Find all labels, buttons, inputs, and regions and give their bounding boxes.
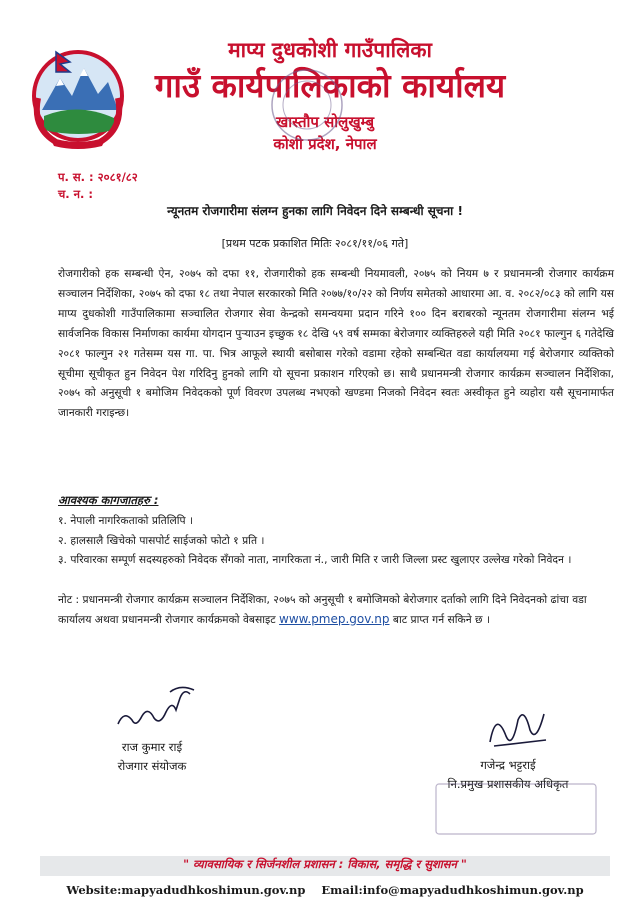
office-seal-icon	[268, 66, 346, 144]
signature-left-icon	[110, 680, 210, 736]
signatory-right-name: गजेन्द्र भट्टराई	[480, 758, 536, 772]
notice-body: रोजगारीको हक सम्बन्धी ऐन, २०७५ को दफा ११, रोजगारीको हक सम्बन्धी नियमावली, २०७५ को नियम ७ र प्रधानमन्त्री रोजगार कार्यक्रम सञ्चालन निर्देशिका, २०७५ को दफा १८ तथा नेपाल सरकारको मिति २०७७/१०/२२ को निर्णय समेतको आधारमा आ. व. २०८२/०८३ को लागि यस माप्य दुधकोशी गाउँपालिकामा सञ्चालित रोजगार सेवा केन्द्रको समन्वयमा प्रदान गरिने १०० दिन बराबरको न्यूनतम रोजगारीमा संलग्न भई सार्वजनिक विकास निर्माणका कार्यमा योगदान पुऱ्याउन इच्छुक १८ देखि ५९ वर्ष सम्मका बेरोजगार व्यक्तिहरुले यही मिति २०८१ फाल्गुन ६ गतेदेखि २०८१ फाल्गुन २१ गतेसम्म यस गा. पा. भित्र आफूले स्थायी बसोबास गरेको वडामा रहेको सम्बन्धित वडा कार्यालयमा गई बेरोजगार व्यक्तिको सूचीमा सूचीकृत हुन निवेदन पेश गरिदिनु हुनको लागि यो सूचना प्रकाशन गरिएको छ। साथै प्रधानमन्त्री रोजगार कार्यक्रम सञ्चालन निर्देशिका, २०७५ को अनुसूची १ बमोजिम निवेदकको पूर्ण विवरण उपलब्ध नभएको खण्डमा निजको निवेदन स्वतः अस्वीकृत हुने व्यहोरा यसै सूचनामार्फत जानकारी गराइन्छ।	[58, 267, 614, 420]
note-paragraph	[58, 590, 614, 629]
publication-date: [प्रथम पटक प्रकाशित मितिः २०८१/११/०६ गते]	[221, 237, 409, 250]
note-text-end: बाट प्राप्त गर्न सकिने छ ।	[392, 612, 490, 626]
province-country: कोशी प्रदेश, नेपाल	[273, 135, 377, 153]
nepal-emblem-icon	[26, 38, 130, 150]
signatory-left-title: रोजगार संयोजक	[117, 759, 187, 773]
note-text: नोट : प्रधानमन्त्री रोजगार कार्यक्रम सञ्चालन निर्देशिका, २०७५ को अनुसूची १ बमोजिमको बेरोजगार दर्ताको लागि दिने निवेदनको ढांचा वडा कार्यालय अथवा प्रधानमन्त्री रोजगार कार्यक्रमको वेबसाइट	[58, 593, 587, 626]
footer-slogan: " व्यावसायिक र सिर्जनशील प्रशासन : विकास, समृद्धि र सुशासन "	[183, 857, 467, 871]
requirement-item: २. हालसालै खिचेको पासपोर्ट साईजको फोटो १ प्रति ।	[58, 534, 265, 547]
requirements-heading: आवश्यक कागजातहरु :	[58, 493, 159, 507]
signature-right-icon	[484, 700, 554, 754]
office-location: खास्तौप सोलुखुम्बु	[275, 113, 375, 131]
org-name: माप्य दुधकोशी गाउँपालिका	[228, 38, 432, 62]
notice-title: न्यूनतम रोजगारीमा संलग्न हुनका लागि निवेदन दिने सम्बन्धी सूचना !	[167, 204, 463, 218]
footer-contact: Website:mapyadudhkoshimun.gov.np Email:info@mapyadudhkoshimun.gov.np	[66, 883, 584, 897]
letter-number: प. स. : २०८१/८२	[58, 170, 138, 184]
signatory-left	[62, 738, 242, 776]
requirement-item: ३. परिवारका सम्पूर्ण सदस्यहरुको निवेदक सँगको नाता, नागरिकता नं., जारी मिति र जारी जिल्ला प्रस्ट खुलाएर उल्लेख गरेको निवेदन ।	[58, 553, 572, 566]
requirement-item: १. नेपाली नागरिकताको प्रतिलिपि ।	[58, 514, 194, 527]
dispatch-number: च. न. :	[58, 187, 94, 201]
signatory-left-name: राज कुमार राई	[121, 740, 183, 754]
pmep-website-link[interactable]: www.pmep.gov.np	[279, 611, 390, 626]
officer-stamp-icon	[432, 780, 600, 838]
office-title: गाउँ कार्यपालिकाको कार्यालय	[154, 66, 506, 105]
signatory-right-title: नि.प्रमुख प्रशासकीय अधिकृत	[447, 777, 569, 791]
